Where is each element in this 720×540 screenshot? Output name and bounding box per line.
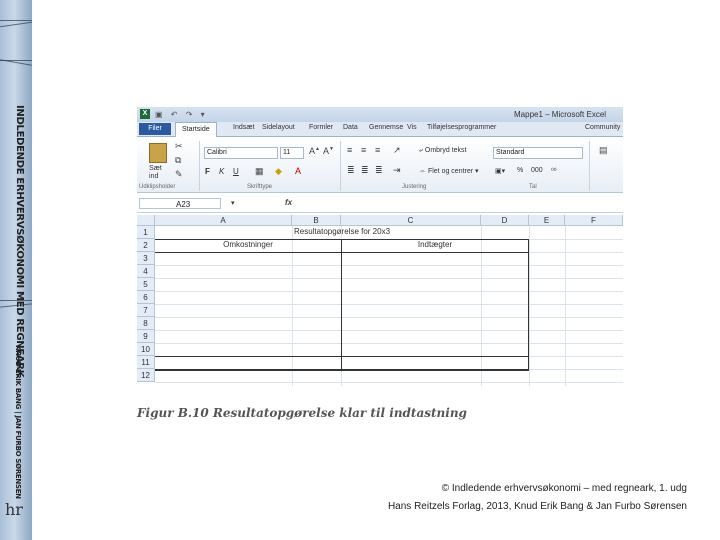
- row-header[interactable]: 9: [137, 330, 155, 343]
- row-header[interactable]: 1: [137, 226, 155, 239]
- ribbon: [137, 137, 623, 193]
- ribbon-tabs: [137, 122, 623, 137]
- copy-icon[interactable]: ⧉: [175, 155, 182, 165]
- column-header-a[interactable]: A: [155, 215, 292, 226]
- publisher-logo: hr: [5, 500, 23, 519]
- copyright-line-1: © Indledende erhvervsøkonomi – med regneark, 1. udg: [441, 483, 687, 494]
- row-header[interactable]: 7: [137, 304, 155, 317]
- number-format-select[interactable]: Standard: [493, 147, 583, 159]
- column-header-e[interactable]: E: [529, 215, 565, 226]
- select-all-corner[interactable]: [137, 215, 155, 226]
- window-title: Mappe1 – Microsoft Excel: [514, 110, 607, 119]
- tab-file[interactable]: Filer: [139, 123, 171, 135]
- thousands-button[interactable]: 000: [531, 167, 543, 174]
- tab-formulas[interactable]: Formler: [309, 124, 334, 131]
- row-header[interactable]: 2: [137, 239, 155, 252]
- copyright: [388, 480, 687, 516]
- figure-caption: Figur B.10 Resultatopgørelse klar til indtastning: [137, 406, 467, 420]
- column-header-b[interactable]: B: [292, 215, 341, 226]
- row-header[interactable]: 6: [137, 291, 155, 304]
- align-right-icon[interactable]: ≣: [375, 165, 383, 175]
- row-header[interactable]: 4: [137, 265, 155, 278]
- row-header[interactable]: 10: [137, 343, 155, 356]
- font-size-select[interactable]: 11: [280, 147, 304, 159]
- row-header[interactable]: 8: [137, 317, 155, 330]
- tab-addins[interactable]: Tilføjelsesprogrammer: [427, 124, 497, 131]
- tab-page-layout[interactable]: Sidelayout: [262, 124, 295, 131]
- tab-review[interactable]: Gennemse: [369, 124, 404, 131]
- book-spine: [0, 0, 32, 540]
- borders-icon[interactable]: ▦: [255, 166, 264, 176]
- cut-icon[interactable]: ✂: [175, 141, 183, 151]
- row-header[interactable]: 3: [137, 252, 155, 265]
- name-box[interactable]: A23: [139, 198, 221, 209]
- tab-startside[interactable]: Startside: [175, 122, 217, 137]
- bold-button[interactable]: F: [205, 167, 210, 176]
- cell-title[interactable]: Resultatopgørelse for 20x3: [293, 227, 391, 236]
- excel-window: [137, 107, 623, 390]
- formula-bar: [137, 196, 623, 213]
- currency-icon[interactable]: ▣▾: [495, 168, 506, 175]
- cell-indtaegter[interactable]: Indtægter: [417, 240, 453, 249]
- align-middle-icon[interactable]: ≡: [361, 145, 367, 155]
- column-header-c[interactable]: C: [341, 215, 481, 226]
- merge-icon: ⇔: [419, 168, 428, 175]
- align-left-icon[interactable]: ≣: [347, 165, 355, 175]
- wrap-text-icon: ⤶: [419, 147, 425, 154]
- tab-data[interactable]: Data: [343, 124, 358, 131]
- paste-icon[interactable]: [149, 143, 167, 163]
- cell-omkostninger[interactable]: Omkostninger: [223, 240, 273, 249]
- merge-label: Flet og centrer: [427, 168, 474, 175]
- align-center-icon[interactable]: ≣: [361, 165, 369, 175]
- group-clipboard-label: Udklipsholder: [139, 184, 176, 190]
- wrap-text-button[interactable]: [419, 147, 467, 155]
- tab-view[interactable]: Vis: [407, 124, 417, 131]
- paste-button[interactable]: Sæt ind: [149, 165, 162, 180]
- row-header[interactable]: 12: [137, 369, 155, 382]
- insert-function-button[interactable]: fx: [285, 198, 293, 207]
- shrink-font-icon[interactable]: A▼: [323, 146, 334, 156]
- name-box-dropdown-icon[interactable]: ▾: [231, 200, 235, 207]
- spine-title: INDLEDENDE ERHVERVSØKONOMI MED REGNEARK: [14, 105, 25, 378]
- indent-icon[interactable]: ⇥: [393, 165, 401, 175]
- merge-center-button[interactable]: ⇔ Flet og centrer ▾: [419, 168, 479, 175]
- column-header-d[interactable]: D: [481, 215, 529, 226]
- spine-authors: KNUD ERIK BANG | JAN FURBO SØRENSEN: [14, 345, 22, 499]
- group-font-label: Skrifttype: [247, 184, 273, 190]
- format-painter-icon[interactable]: ✎: [175, 169, 183, 179]
- decimal-increase-icon[interactable]: ⁰⁰: [551, 168, 557, 175]
- tab-insert[interactable]: Indsæt: [233, 124, 255, 131]
- percent-button[interactable]: %: [517, 167, 524, 174]
- font-color-icon[interactable]: A: [295, 166, 302, 176]
- tab-community[interactable]: Community: [585, 124, 621, 131]
- wrap-text-label: Ombryd tekst: [424, 147, 467, 154]
- title-bar: [137, 107, 623, 122]
- conditional-format-icon[interactable]: ▤: [599, 145, 608, 155]
- align-top-icon[interactable]: ≡: [347, 145, 353, 155]
- orientation-icon[interactable]: ↗: [393, 145, 401, 155]
- group-alignment-label: Justering: [402, 184, 427, 190]
- quick-access-toolbar[interactable]: ▣ ↶ ↷ ▾: [155, 110, 208, 119]
- group-number-label: Tal: [529, 184, 537, 190]
- row-header[interactable]: 11: [137, 356, 155, 369]
- column-header-f[interactable]: F: [565, 215, 623, 226]
- row-header[interactable]: 5: [137, 278, 155, 291]
- underline-button[interactable]: U: [233, 167, 239, 176]
- font-name-select[interactable]: Calibri: [204, 147, 278, 159]
- copyright-line-2: Hans Reitzels Forlag, 2013, Knud Erik Bang & Jan Furbo Sørensen: [387, 501, 687, 512]
- excel-icon[interactable]: X: [140, 109, 150, 119]
- fill-color-icon[interactable]: ◆: [275, 166, 282, 176]
- italic-button[interactable]: K: [219, 167, 225, 176]
- grow-font-icon[interactable]: A▲: [309, 146, 320, 156]
- align-bottom-icon[interactable]: ≡: [375, 145, 381, 155]
